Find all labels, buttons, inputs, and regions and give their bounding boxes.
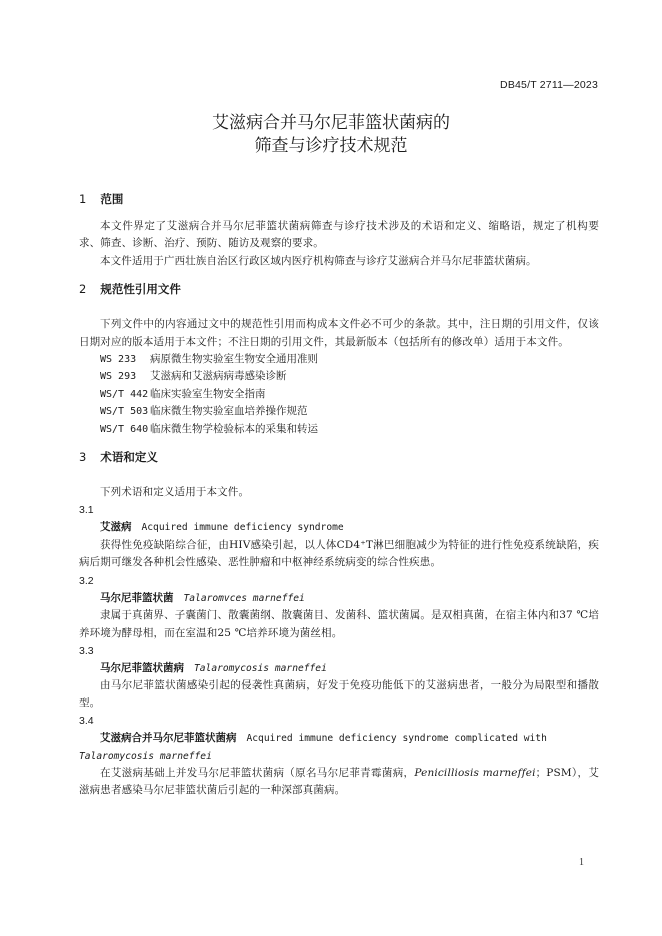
standard-code: DB45/T 2711—2023 [500,79,598,91]
term-number: 3.1 [79,504,94,517]
reference-item: WS 233 病原微生物实验室生物安全通用准则 [100,353,318,366]
reference-item: WS 293 艾滋病和艾滋病病毒感染诊断 [100,370,287,383]
term-definition: 隶属于真菌界、子囊菌门、散囊菌纲、散囊菌目、发菌科、篮状菌属。是双相真菌，在宿主体内和37 ℃培养环境为酵母相，而在室温和25 ℃培养环境为菌丝相。 [79,609,599,639]
document-body [79,190,599,800]
scope-paragraph-1: 本文件界定了艾滋病合并马尔尼菲篮状菌病筛查与诊疗技术涉及的术语和定义、缩略语，规定了机构要求、筛查、诊断、治疗、预防、随访及观察的要求。 [79,220,599,250]
scope-paragraph-2: 本文件适用于广西壮族自治区行政区域内医疗机构筛查与诊疗艾滋病合并马尔尼菲篮状菌病。 [100,254,537,267]
term-number: 3.4 [79,715,94,728]
reference-item: WS/T 640 临床微生物学检验标本的采集和转运 [100,422,318,435]
term-entry: 艾滋病合并马尔尼菲篮状菌病 Acquired immune deficiency syndrome complicated with Talaromycosis marneffei [79,732,547,762]
section-heading-normative-references: 2 规范性引用文件 [79,282,181,297]
term-number: 3.3 [79,644,94,657]
terms-intro: 下列术语和定义适用于本文件。 [100,486,250,499]
term-entry: 马尔尼菲篮状菌 Talaromvces marneffei [100,591,305,604]
section-heading-terms-definitions: 3 术语和定义 [79,450,158,465]
term-definition: 在艾滋病基础上并发马尔尼菲篮状菌病（原名马尔尼菲青霉菌病，Penicilliosis marneffei；PSM），艾滋病患者感染马尔尼菲篮状菌后引起的一种深部真菌病。 [79,766,599,797]
reference-item: WS/T 503 临床微生物实验室血培养操作规范 [100,405,308,418]
term-entry: 马尔尼菲篮状菌病 Talaromycosis marneffei [100,661,327,674]
term-definition: 由马尔尼菲篮状菌感染引起的侵袭性真菌病，好发于免疫功能低下的艾滋病患者，一般分为局限型和播散型。 [79,679,599,709]
term-entry: 艾滋病 Acquired immune deficiency syndrome [100,521,344,534]
reference-item: WS/T 442 临床实验室生物安全指南 [100,387,266,400]
document-title [0,112,662,158]
page-number: 1 [579,857,584,868]
references-intro: 下列文件中的内容通过文中的规范性引用而构成本文件必不可少的条款。其中，注日期的引用文件，仅该日期对应的版本适用于本文件；不注日期的引用文件，其最新版本（包括所有的修改单）适用于本文件。 [79,318,599,348]
section-heading-scope: 1 范围 [79,192,124,206]
term-definition: 获得性免疫缺陷综合征，由HIV感染引起，以人体CD4⁺T淋巴细胞减少为特征的进行性免疫系统缺陷，疾病后期可继发各种机会性感染、恶性肿瘤和中枢神经系统病变的综合性疾患。 [79,538,599,569]
title-line-1: 艾滋病合并马尔尼菲篮状菌病的 [212,113,450,133]
term-number: 3.2 [79,574,94,587]
title-line-2: 筛查与诊疗技术规范 [254,136,408,156]
